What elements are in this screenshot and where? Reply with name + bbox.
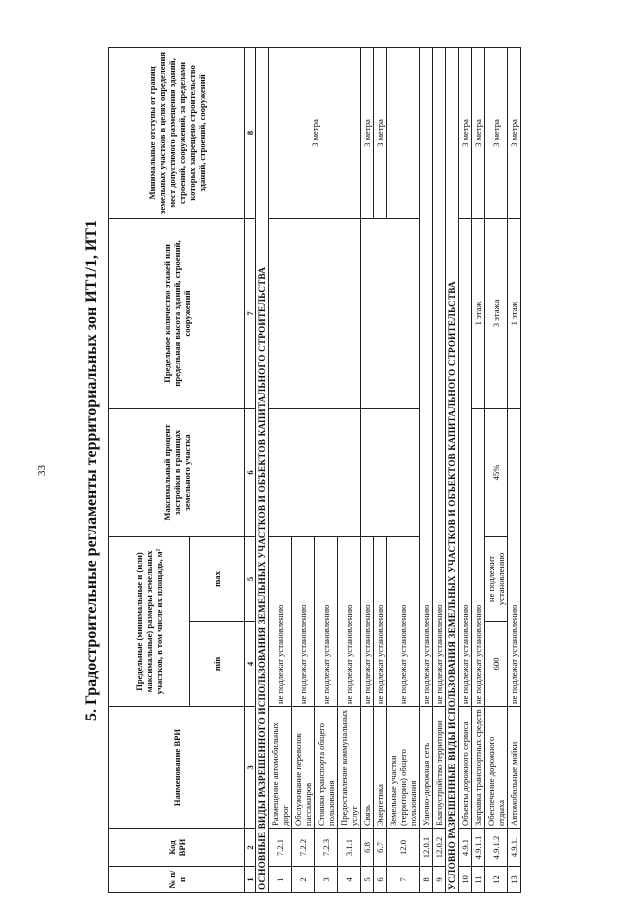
- index-row: [245, 47, 256, 892]
- document-title: 5. Градостроительные регламенты территориальных зон ИТ1/1, ИТ1: [83, 220, 100, 721]
- header-setbacks: Минимальные отступы от границ земельных участков в целях определения мест допустимого размещения зданий, строений, сооружений, за пределами которых запрещено строительство зданий, строений, сооружений: [109, 47, 245, 218]
- row-code: 12.0.1: [420, 829, 433, 867]
- row-setback: 3 метра: [508, 47, 521, 218]
- row-name: Связь: [361, 707, 374, 829]
- header-name: Наименование ВРИ: [109, 707, 245, 829]
- row-name: Улично-дорожная сеть: [420, 707, 433, 829]
- row-setback: 3 метра: [361, 47, 374, 218]
- row-percent: 45%: [485, 408, 508, 536]
- row-max: не подлежит установлению: [485, 536, 508, 621]
- regulations-table: [108, 47, 521, 893]
- row-sizes: не подлежат установлению: [387, 536, 420, 706]
- row-num: 12: [485, 867, 508, 893]
- row-num: 8: [420, 867, 433, 893]
- row-code: 4.9.1.1: [472, 829, 485, 867]
- row-percent: [361, 408, 420, 536]
- table-row: [420, 47, 433, 892]
- row-floors: 1 этаж: [472, 218, 485, 408]
- header-max: max: [190, 536, 245, 621]
- header-sizes: Предельные (минимальные и (или) максимальные) размеры земельных участков, в том числе их площадь, м²: [109, 536, 190, 706]
- section-main-title: ОСНОВНЫЕ ВИДЫ РАЗРЕШЕННОГО ИСПОЛЬЗОВАНИЯ ЗЕМЕЛЬНЫХ УЧАСТКОВ И ОБЪЕКТОВ КАПИТАЛЬНОГО СТРОИТЕЛЬСТВА: [256, 47, 269, 892]
- row-sizes: не подлежат установлению: [361, 536, 374, 706]
- row-code: 4.9.1.: [508, 829, 521, 867]
- index-cell: 1: [245, 867, 256, 893]
- row-code: 3.1.1: [338, 829, 361, 867]
- section-conditional-title: УСЛОВНО РАЗРЕШЕННЫЕ ВИДЫ ИСПОЛЬЗОВАНИЯ ЗЕМЕЛЬНЫХ УЧАСТКОВ И ОБЪЕКТОВ КАПИТАЛЬНОГО СТРОИТЕЛЬСТВА: [446, 47, 459, 892]
- row-num: 11: [472, 867, 485, 893]
- row-name: Автомобильные мойки: [508, 707, 521, 829]
- row-num: 2: [292, 867, 315, 893]
- row-sizes: не подлежат установлению: [374, 536, 387, 706]
- row-floors: [361, 218, 420, 408]
- row-code: 7.2.1: [269, 829, 292, 867]
- row-name: Обеспечение дорожного отдыха: [485, 707, 508, 829]
- row-code: 6.8: [361, 829, 374, 867]
- row-num: 3: [315, 867, 338, 893]
- row-setback: 3 метра: [269, 47, 361, 218]
- row-num: 1: [269, 867, 292, 893]
- row-min: 600: [485, 622, 508, 707]
- row-name: Земельные участки (территории) общего пользования: [387, 707, 420, 829]
- row-sizes: не подлежат установлению: [508, 408, 521, 706]
- row-name: Стоянки транспорта общего пользования: [315, 707, 338, 829]
- table-row: [433, 47, 446, 892]
- row-code: 12.0.2: [433, 829, 446, 867]
- row-sizes: не подлежат установлению: [433, 47, 446, 706]
- row-code: 7.2.2: [292, 829, 315, 867]
- row-num: 5: [361, 867, 374, 893]
- index-cell: 2: [245, 829, 256, 867]
- row-sizes: не подлежат установлению: [292, 536, 315, 706]
- row-sizes: не подлежат установлению: [315, 536, 338, 706]
- row-code: 4.9.1.2: [485, 829, 508, 867]
- rotated-content: [36, 48, 560, 893]
- row-setback: 3 метра: [374, 47, 387, 218]
- row-code: 12.0: [387, 829, 420, 867]
- row-sizes: не подлежат установлению: [472, 408, 485, 706]
- row-name: Предоставление коммунальных услуг: [338, 707, 361, 829]
- row-sizes: не подлежат установлению: [269, 536, 292, 706]
- row-setback: [387, 47, 420, 218]
- rotated-page: [36, 48, 640, 890]
- table-row: [508, 47, 521, 892]
- table-row: [485, 47, 508, 892]
- table-row: [361, 47, 374, 892]
- header-code: Код ВРИ: [109, 829, 245, 867]
- header-num: № п/п: [109, 867, 245, 893]
- row-num: 13: [508, 867, 521, 893]
- row-sizes: не подлежат установлению: [420, 47, 433, 706]
- row-percent: [269, 408, 361, 536]
- row-name: Заправка транспортных средств: [472, 707, 485, 829]
- row-name: Обслуживание перевозок пассажиров: [292, 707, 315, 829]
- row-floors: 1 этаж: [508, 218, 521, 408]
- row-num: 4: [338, 867, 361, 893]
- row-setback: 3 метра: [472, 47, 485, 218]
- index-cell: 6: [245, 408, 256, 536]
- index-cell: 8: [245, 47, 256, 218]
- row-name: Объекты дорожного сервиса: [459, 707, 472, 829]
- row-setback: 3 метра: [485, 47, 508, 218]
- row-name: Энергетика: [374, 707, 387, 829]
- header-row: [109, 47, 190, 892]
- row-setback: 3 метра: [459, 47, 472, 218]
- row-num: 9: [433, 867, 446, 893]
- row-code: 6.7: [374, 829, 387, 867]
- index-cell: 4: [245, 622, 256, 707]
- table-row: [472, 47, 485, 892]
- row-sizes: не подлежат установлению: [459, 218, 472, 706]
- row-sizes: не подлежат установлению: [338, 536, 361, 706]
- row-floors: 3 этажа: [485, 218, 508, 408]
- table-row: [459, 47, 472, 892]
- header-floors: Предельное количество этажей или предельная высота зданий, строений, сооружений: [109, 218, 245, 408]
- row-num: 7: [387, 867, 420, 893]
- row-name: Благоустройство территории: [433, 707, 446, 829]
- section-main-row: [256, 47, 269, 892]
- index-cell: 5: [245, 536, 256, 621]
- row-num: 6: [374, 867, 387, 893]
- header-min: min: [190, 622, 245, 707]
- row-floors: [269, 218, 361, 408]
- row-num: 10: [459, 867, 472, 893]
- row-name: Размещение автомобильных дорог: [269, 707, 292, 829]
- page-number: 33: [36, 465, 48, 476]
- table-row: [269, 47, 292, 892]
- index-cell: 7: [245, 218, 256, 408]
- index-cell: 3: [245, 707, 256, 829]
- header-percent: Максимальный процент застройки в границах земельного участка: [109, 408, 245, 536]
- row-code: 7.2.3: [315, 829, 338, 867]
- section-conditional-row: [446, 47, 459, 892]
- row-code: 4.9.1: [459, 829, 472, 867]
